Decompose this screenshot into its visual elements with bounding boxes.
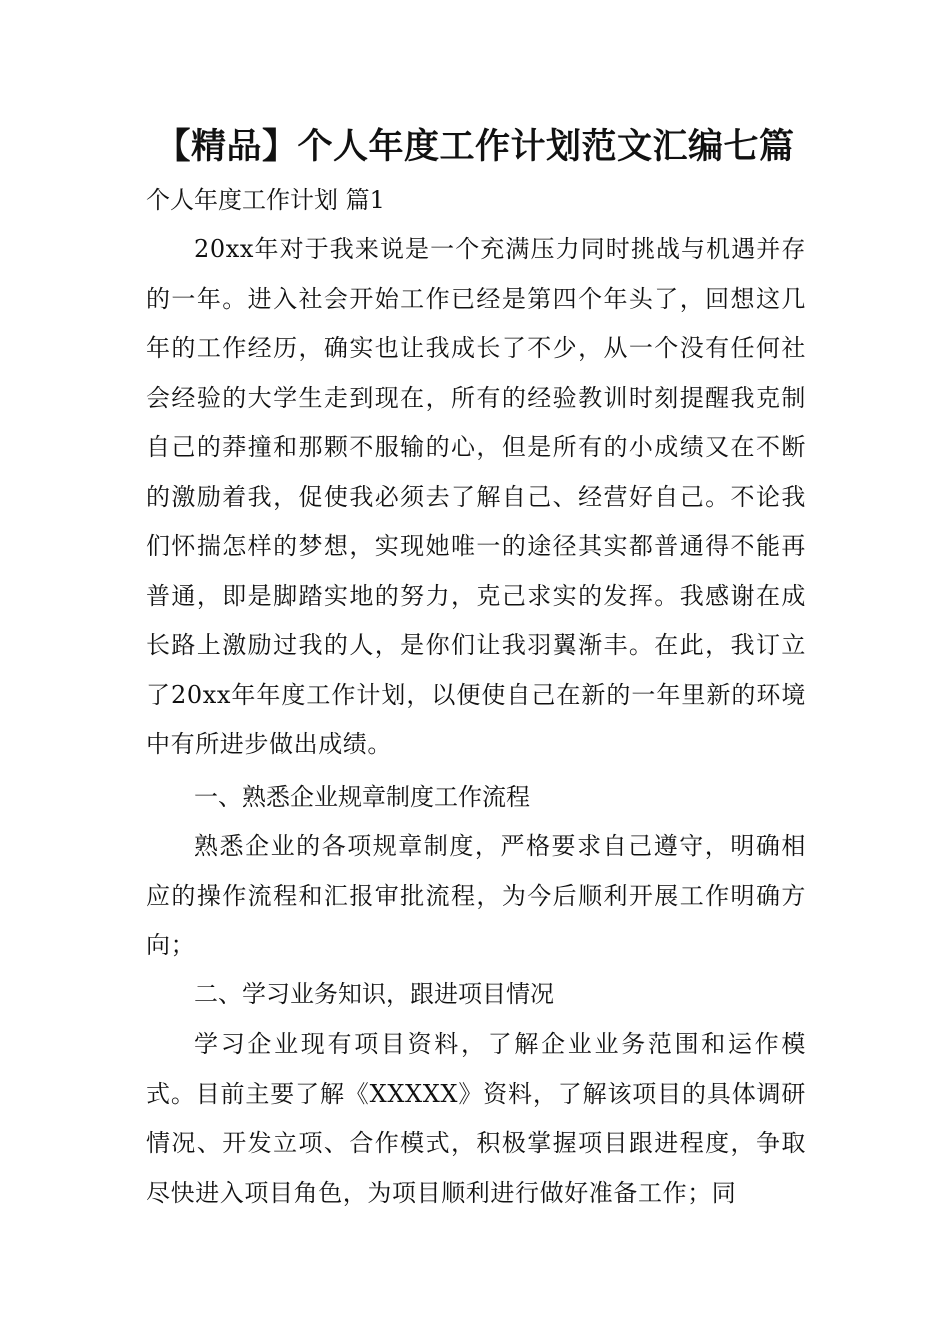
body-paragraph: 20xx年对于我来说是一个充满压力同时挑战与机遇并存的一年。进入社会开始工作已经是第四个年头了，回想这几年的工作经历，确实也让我成长了不少，从一个没有任何社会经验的大学生走到现在，所有的经验教训时刻提醒我克制自己的莽撞和那颗不服输的心，但是所有的小成绩又在不断的激励着我，促使我必须去了解自己、经营好自己。不论我们怀揣怎样的梦想，实现她唯一的途径其实都普通得不能再普通，即是脚踏实地的努力，克己求实的发挥。我感谢在成长路上激励过我的人，是你们让我羽翼渐丰。在此，我订立了20xx年年度工作计划，以便使自己在新的一年里新的环境中有所进步做出成绩。 [146,235,806,758]
body-paragraph: 学习企业现有项目资料，了解企业业务范围和运作模式。目前主要了解《XXXXX》资料，了解该项目的具体调研情况、开发立项、合作模式，积极掌握项目跟进程度，争取尽快进入项目角色，为项目顺利进行做好准备工作；同 [146,1030,806,1207]
section-heading: 一、熟悉企业规章制度工作流程 [194,783,530,811]
section-heading: 二、学习业务知识，跟进项目情况 [194,980,554,1008]
document-title: 【精品】个人年度工作计划范文汇编七篇 [155,127,795,167]
body-paragraph: 熟悉企业的各项规章制度，严格要求自己遵守，明确相应的操作流程和汇报审批流程，为今后顺利开展工作明确方向； [146,832,806,959]
section-subheading: 个人年度工作计划 篇1 [146,186,385,214]
